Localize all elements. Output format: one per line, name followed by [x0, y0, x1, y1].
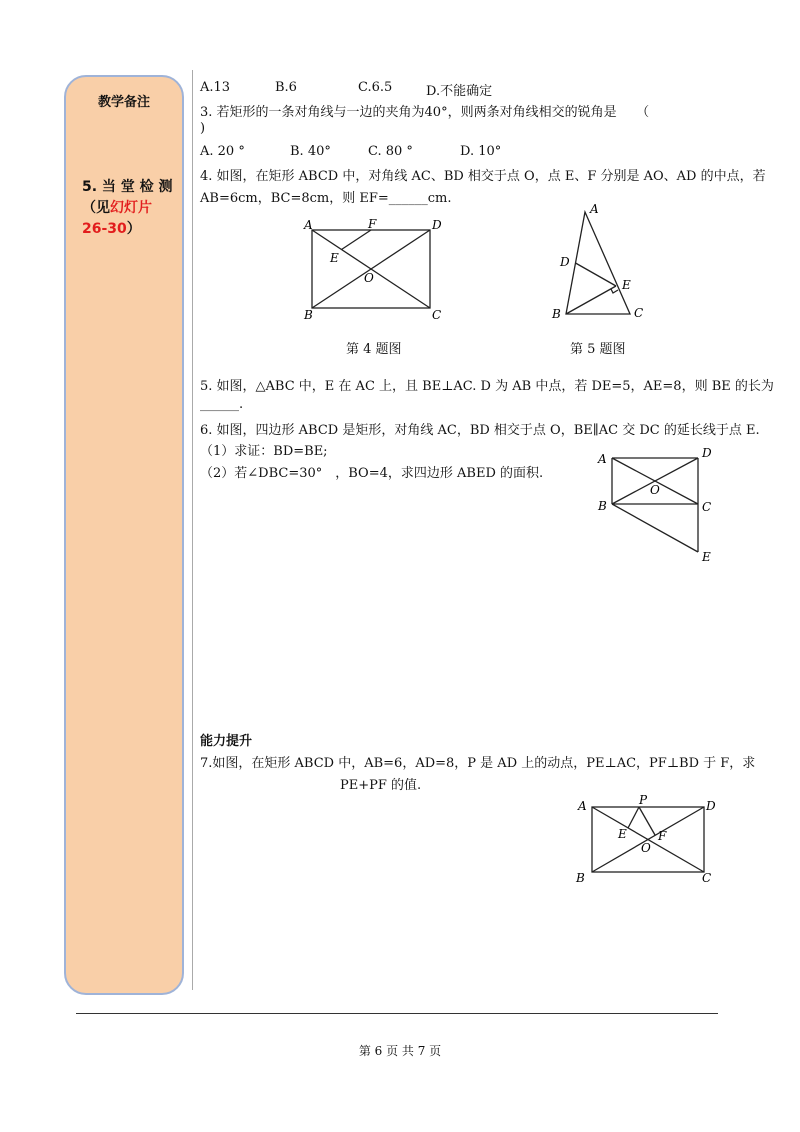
figure-5-caption: 第 5 题图	[570, 342, 626, 357]
section-title	[82, 177, 178, 240]
fig4-label-c: C	[432, 308, 442, 322]
figure-5-diagram	[548, 200, 653, 325]
q5-question-line1: 5. 如图，△ABC 中，E 在 AC 上，且 BE⊥AC. D 为 AB 中点，若 DE=5，AE=8，则 BE 的长为	[200, 379, 774, 394]
figure-4-caption: 第 4 题图	[346, 342, 402, 357]
teaching-notes-sidebar	[64, 75, 184, 995]
q4-question-line2: AB=6cm，BC=8cm，则 EF=______cm.	[200, 191, 452, 206]
fig5-label-e: E	[622, 278, 631, 292]
page-number: 第 6 页 共 7 页	[358, 1044, 442, 1058]
fig4-label-d: D	[432, 218, 442, 232]
footer-divider	[76, 1013, 718, 1014]
q6-question: 6. 如图，四边形 ABCD 是矩形，对角线 AC，BD 相交于点 O，BE∥AC 交 DC 的延长线于点 E.	[200, 423, 760, 438]
fig7-label-c: C	[702, 871, 712, 885]
fig7-label-b: B	[576, 871, 585, 885]
fig5-label-c: C	[634, 306, 644, 320]
slide-reference: 幻灯片 26-30	[82, 200, 152, 237]
section-suffix: ）	[126, 221, 141, 237]
q4-question-line1: 4. 如图，在矩形 ABCD 中，对角线 AC、BD 相交于点 O，点 E、F 分别是 AO、AD 的中点，若	[200, 169, 766, 184]
fig6-label-a: A	[598, 452, 607, 466]
q5-question-line2: ______.	[200, 397, 244, 412]
q3-question: 3. 若矩形的一条对角线与一边的夹角为40°，则两条对角线相交的锐角是 （	[200, 105, 650, 120]
column-divider	[192, 70, 193, 990]
fig6-label-c: C	[702, 500, 712, 514]
fig6-label-e: E	[702, 550, 711, 564]
fig4-label-e: E	[330, 251, 339, 265]
fig6-label-b: B	[598, 499, 607, 513]
fig6-label-o: O	[650, 483, 660, 497]
q7-question-line1: 7.如图，在矩形 ABCD 中，AB=6，AD=8，P 是 AD 上的动点，PE⊥AC，PF⊥BD 于 F，求	[200, 756, 756, 771]
fig4-label-f: F	[368, 218, 377, 231]
fig6-label-d: D	[702, 446, 712, 460]
fig4-label-a: A	[304, 218, 313, 232]
q3-option-d: D. 10°	[460, 144, 502, 159]
fig7-label-e: E	[618, 827, 627, 841]
q2-option-c: C.6.5	[358, 80, 393, 95]
fig4-label-o: O	[364, 271, 374, 285]
q6-part-1: （1）求证：BD=BE;	[200, 444, 328, 459]
fig5-label-d: D	[560, 255, 570, 269]
q3-option-c: C. 80 °	[368, 144, 413, 159]
q7-question-line2: PE+PF 的值.	[340, 778, 422, 793]
fig7-label-a: A	[578, 799, 587, 813]
fig5-label-b: B	[552, 307, 561, 321]
q3-option-b: B. 40°	[290, 144, 331, 159]
fig4-label-b: B	[304, 308, 313, 322]
ability-heading: 能力提升	[200, 734, 253, 749]
fig7-label-d: D	[706, 799, 716, 813]
q3-paren: )	[200, 121, 206, 136]
q6-part-2: （2）若∠DBC=30° ，BO=4，求四边形 ABED 的面积.	[200, 466, 544, 481]
fig7-label-f: F	[658, 829, 667, 843]
notes-label: 教学备注	[97, 95, 150, 110]
q3-option-a: A. 20 °	[200, 144, 245, 159]
figure-4-diagram	[300, 218, 448, 323]
figure-7-diagram	[572, 792, 722, 886]
figure-6-diagram	[592, 444, 722, 568]
fig7-label-o: O	[641, 841, 651, 855]
q2-option-d: D.不能确定	[426, 84, 493, 99]
section-prefix: 5. 当 堂 检 测（见	[82, 179, 173, 216]
q2-option-a: A.13	[200, 80, 231, 95]
q2-option-b: B.6	[275, 80, 297, 95]
fig5-label-a: A	[590, 202, 599, 216]
fig7-label-p: P	[639, 793, 648, 807]
